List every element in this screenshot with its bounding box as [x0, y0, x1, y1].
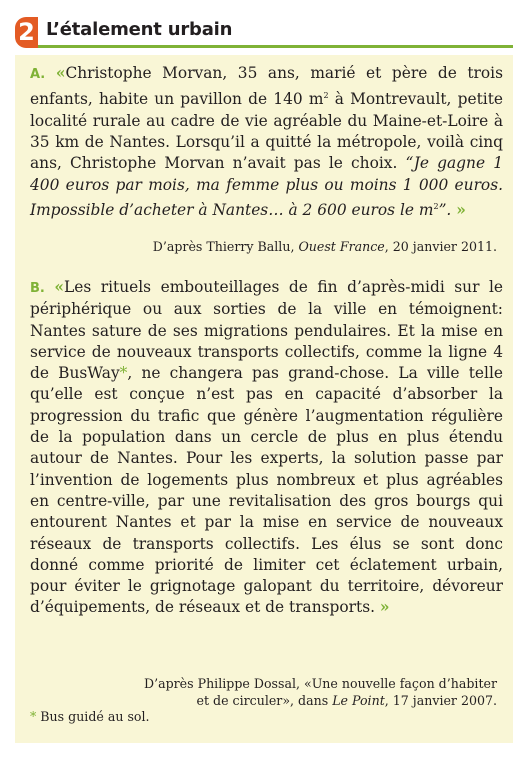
document-b	[30, 277, 503, 619]
document-b-text: Les rituels embouteillages de fin d’après-midi sur le périphérique ou aux sorties de la ville en témoignent: Nantes sature de ses migrations pendulaires. Et la mise en service de nouveaux transports collectifs, comme la ligne 4 de BusWay	[30, 278, 503, 383]
document-a-source	[153, 238, 497, 255]
document-b-footnote-marker: *	[119, 364, 128, 383]
document-b-source-line2	[144, 692, 497, 709]
document-b-source-prefix: et de circuler», dans	[196, 693, 333, 708]
document-a-text-continued: à Montrevault, petite localité rurale au cadre de vie agréable du Maine-et-Loire à 35 km de Nantes. Lorsqu’il a quitté la métropole, voilà cinq ans, Christophe Morvan n’avait pas le choix.	[30, 90, 503, 173]
title-underline	[38, 45, 513, 48]
section-number-badge: 2	[15, 17, 38, 48]
document-a-close-quote: »	[456, 201, 466, 220]
document-b-source-date: , 17 janvier 2007.	[384, 693, 497, 708]
document-a-superscript: 2	[323, 91, 329, 101]
document-a-citation-end: ”.	[438, 201, 452, 220]
document-a-letter: A.	[30, 67, 46, 82]
document-b-letter: B.	[30, 281, 45, 296]
document-b-open-quote: «	[54, 278, 65, 296]
document-a-open-quote: «	[55, 64, 66, 82]
document-a	[30, 63, 503, 221]
document-b-source-line1: D’après Philippe Dossal, «Une nouvelle façon d’habiter	[143, 676, 497, 691]
document-a-citation: “Je gagne 1 400 euros par mois, ma femme plus ou moins 1 000 euros. Impossible d’acheter à Nantes… à 2 600 euros le m	[30, 154, 503, 220]
document-a-source-author: D’après Thierry Ballu,	[152, 239, 299, 254]
document-b-text-continued: , ne changera pas grand-chose. La ville telle qu’elle est conçue n’est pas en capacité d’absorber la progression du trafic que génère l’augmentation régulière de la population dans un cercle de plus en plus étendu autour de Nantes. Pour les experts, la solution passe par l’invention de logements plus nombreux et plus agréables en centre-ville, par une revitalisation des gros bourgs qui entourent Nantes et par la mise en service de nouveaux réseaux de transports collectifs. Les élus se sont donc donné comme priorité de limiter cet éclatement urbain, pour éviter le grignotage galopant du territoire, dévoreur d’équipements, de réseaux et de transports.	[30, 364, 503, 617]
footnote-text: Bus guidé au sol.	[36, 709, 150, 724]
document-b-close-quote: »	[379, 598, 390, 617]
document-b-source-publication: Le Point	[332, 693, 385, 708]
footnote-marker: *	[30, 709, 37, 724]
footnote	[30, 708, 150, 725]
document-a-text: Christophe Morvan, 35 ans, marié et père de trois enfants, habite un pavillon de 140 m	[30, 64, 503, 109]
document-a-citation-superscript: 2	[433, 201, 439, 211]
document-b-source	[144, 675, 497, 709]
document-panel	[15, 55, 513, 743]
document-a-source-publication: Ouest France	[298, 239, 385, 254]
section-title: L’étalement urbain	[46, 19, 233, 40]
section-header	[15, 15, 513, 45]
document-a-source-date: , 20 janvier 2011.	[384, 239, 497, 254]
